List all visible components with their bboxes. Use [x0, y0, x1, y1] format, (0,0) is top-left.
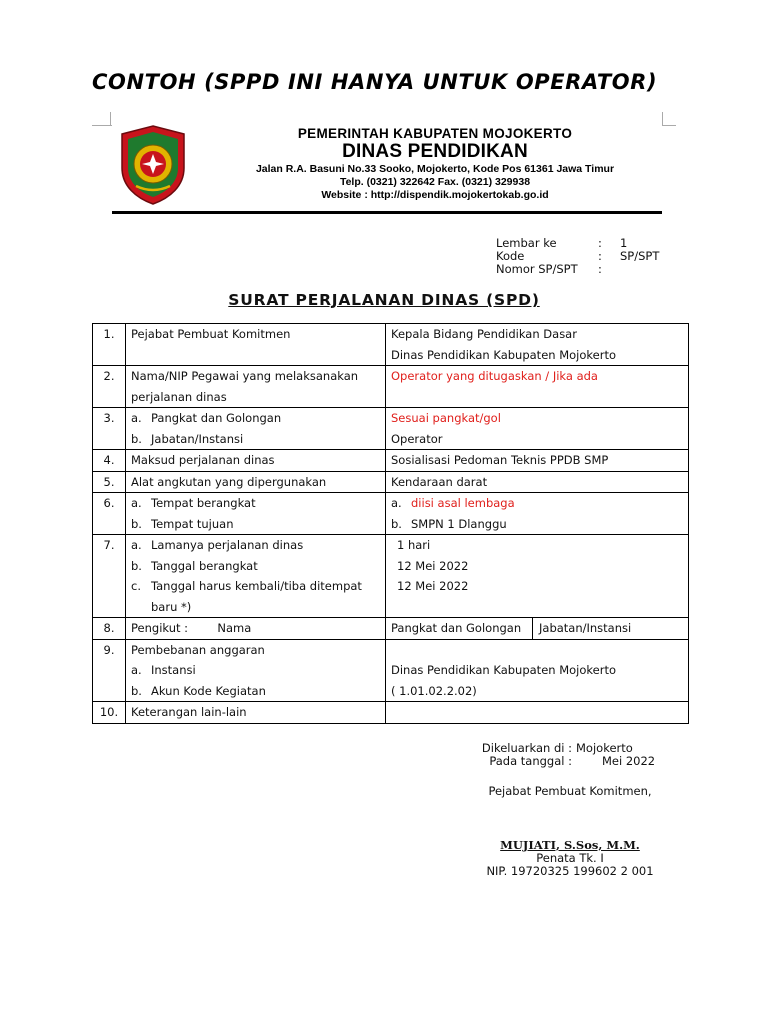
- sub-item: [131, 660, 380, 681]
- row-label: [126, 535, 386, 618]
- row-value: Operator yang ditugaskan / Jika ada: [386, 366, 689, 408]
- sub-item: [131, 556, 380, 577]
- label-line: Nama/NIP Pegawai yang melaksanakan: [131, 369, 359, 383]
- meta-row: [496, 263, 659, 276]
- issue-place-value: Mojokerto: [576, 741, 633, 755]
- table-row: [93, 324, 689, 366]
- letterhead: [200, 126, 670, 202]
- issue-date-label: Pada tanggal :: [489, 754, 572, 768]
- sub-item: [131, 681, 380, 702]
- sub-item: [131, 576, 380, 597]
- sub-item: [131, 535, 380, 556]
- meta-key: Kode: [496, 249, 525, 263]
- row-value: [386, 535, 689, 618]
- value-line: [391, 493, 683, 514]
- label-line: Pembebanan anggaran: [131, 642, 265, 657]
- meta-sep: :: [598, 249, 602, 263]
- row-label: Alat angkutan yang dipergunakan: [126, 471, 386, 493]
- sub-marker: b.: [131, 431, 142, 446]
- follower-label: Pengikut :: [131, 621, 189, 635]
- value-text: SMPN 1 Dlanggu: [411, 516, 507, 531]
- follower-name-header: Nama: [217, 621, 252, 635]
- document-meta: [496, 237, 659, 276]
- row-value: [386, 324, 689, 366]
- row-number: 2.: [93, 366, 126, 408]
- sub-item: [131, 429, 380, 450]
- sub-marker: a.: [131, 411, 142, 425]
- crop-mark-right: [662, 112, 676, 126]
- value-line: Kepala Bidang Pendidikan Dasar: [391, 327, 577, 341]
- crop-mark-left-vertical: [110, 112, 111, 126]
- value-text: diisi asal lembaga: [411, 496, 515, 510]
- row-label: [126, 366, 386, 408]
- row-number: 1.: [93, 324, 126, 366]
- row-value: Kendaraan darat: [386, 471, 689, 493]
- letterhead-address: Jalan R.A. Basuni No.33 Sooko, Mojokerto, Kode Pos 61361 Jawa Timur: [255, 163, 615, 175]
- position-header: Jabatan/Instansi: [539, 621, 632, 635]
- row-label: Pejabat Pembuat Komitmen: [126, 324, 386, 366]
- sub-marker: b.: [131, 558, 142, 573]
- sub-marker: a.: [131, 663, 142, 677]
- sub-label: Akun Kode Kegiatan: [151, 683, 266, 698]
- row-number: 9.: [93, 639, 126, 702]
- row-number: 10.: [93, 702, 126, 724]
- table-row: [93, 618, 689, 640]
- letterhead-website: Website : http://dispendik.mojokertokab.go.id: [321, 189, 549, 201]
- meta-sep: :: [598, 236, 602, 250]
- issue-info: [468, 742, 655, 768]
- sub-marker: a.: [131, 538, 142, 552]
- table-row: [93, 639, 689, 702]
- row-label: Keterangan lain-lain: [126, 702, 386, 724]
- sub-marker: c.: [131, 579, 141, 593]
- row-value: [386, 639, 689, 702]
- table-row: [93, 535, 689, 618]
- meta-key: Lembar ke: [496, 236, 557, 250]
- letterhead-agency: DINAS PENDIDIKAN: [342, 141, 528, 162]
- row-label: [126, 408, 386, 450]
- meta-key: Nomor SP/SPT: [496, 262, 578, 276]
- spd-table: [92, 323, 689, 724]
- label-line: perjalanan dinas: [131, 389, 227, 404]
- follower-columns: [391, 618, 683, 639]
- sub-marker: a.: [391, 496, 402, 510]
- letterhead-government: PEMERINTAH KABUPATEN MOJOKERTO: [297, 126, 573, 141]
- sub-label: Tempat berangkat: [151, 496, 256, 510]
- letterhead-rule: [112, 211, 662, 214]
- row-number: 5.: [93, 471, 126, 493]
- letterhead-phone: Telp. (0321) 322642 Fax. (0321) 329938: [339, 176, 531, 188]
- row-number: 4.: [93, 450, 126, 472]
- sub-marker: b.: [391, 516, 402, 531]
- issue-date-value: Mei 2022: [602, 754, 656, 768]
- value-line: Operator: [391, 431, 443, 446]
- sub-label: Tempat tujuan: [151, 516, 234, 531]
- row-label: Maksud perjalanan dinas: [126, 450, 386, 472]
- issue-place-label: Dikeluarkan di :: [481, 741, 572, 755]
- meta-sep: :: [598, 262, 602, 276]
- signatory-name: MUJIATI, S.Sos, M.M.: [500, 838, 640, 852]
- table-row: [93, 450, 689, 472]
- meta-value: 1: [620, 236, 628, 250]
- row-label: [126, 618, 386, 640]
- row-label: [126, 493, 386, 535]
- value-line: Dinas Pendidikan Kabupaten Mojokerto: [391, 663, 616, 677]
- row-number: 7.: [93, 535, 126, 618]
- sub-label: Tanggal harus kembali/tiba ditempat: [151, 579, 362, 593]
- sub-label: Jabatan/Instansi: [151, 431, 244, 446]
- value-line: 1 hari: [397, 538, 431, 552]
- rank-header: Pangkat dan Golongan: [386, 618, 533, 639]
- sub-item: [131, 493, 380, 514]
- signatory-rank: Penata Tk. I: [536, 851, 604, 865]
- row-value: [386, 408, 689, 450]
- sub-marker: b.: [131, 683, 142, 698]
- table-row: [93, 493, 689, 535]
- value-line: [391, 514, 683, 535]
- table-row: [93, 702, 689, 724]
- sub-marker: a.: [131, 496, 142, 510]
- value-line: ( 1.01.02.2.02): [391, 683, 477, 698]
- value-line: 12 Mei 2022: [397, 579, 469, 593]
- crop-mark-left: [92, 112, 112, 126]
- row-number: 6.: [93, 493, 126, 535]
- mojokerto-emblem-icon: [118, 124, 188, 206]
- value-line: 12 Mei 2022: [397, 558, 469, 573]
- row-number: 8.: [93, 618, 126, 640]
- row-label: [126, 639, 386, 702]
- signatory-title: Pejabat Pembuat Komitmen,: [488, 784, 652, 798]
- value-line: Dinas Pendidikan Kabupaten Mojokerto: [391, 347, 616, 362]
- row-number: 3.: [93, 408, 126, 450]
- issue-date: [468, 755, 655, 768]
- sub-marker: b.: [131, 516, 142, 531]
- meta-value: SP/SPT: [620, 249, 660, 263]
- row-value: [386, 493, 689, 535]
- table-row: [93, 471, 689, 493]
- watermark-title: CONTOH (SPPD INI HANYA UNTUK OPERATOR): [92, 70, 658, 94]
- table-row: [93, 366, 689, 408]
- table-row: [93, 408, 689, 450]
- sub-label: Instansi: [151, 663, 196, 677]
- row-value: [386, 618, 689, 640]
- sub-label-continued: baru *): [151, 599, 192, 614]
- sub-item: [131, 514, 380, 535]
- row-value: [386, 702, 689, 724]
- row-value: Sosialisasi Pedoman Teknis PPDB SMP: [386, 450, 689, 472]
- sub-label: Tanggal berangkat: [151, 558, 258, 573]
- sub-label: Lamanya perjalanan dinas: [151, 538, 304, 552]
- sub-label: Pangkat dan Golongan: [151, 411, 282, 425]
- value-line: Sesuai pangkat/gol: [391, 411, 501, 425]
- document-title: SURAT PERJALANAN DINAS (SPD): [228, 291, 540, 309]
- signatory-nip: NIP. 19720325 199602 2 001: [486, 864, 654, 878]
- sub-item: [131, 408, 380, 429]
